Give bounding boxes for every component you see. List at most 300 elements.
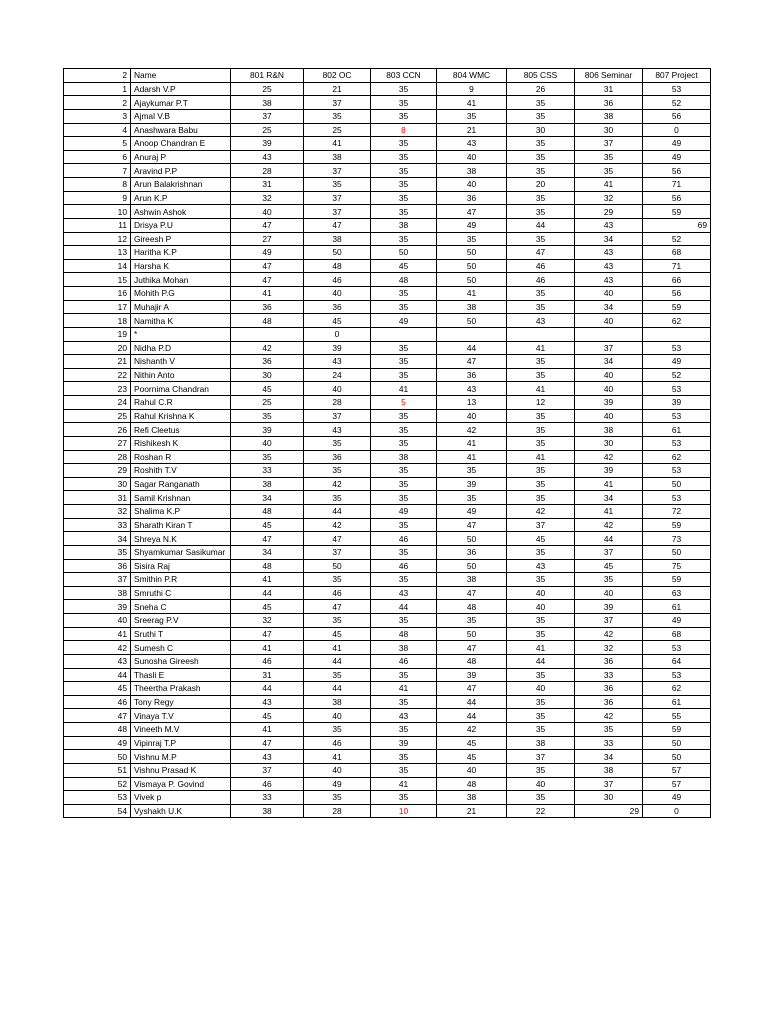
col-name-cell[interactable]: Vismaya P. Govind xyxy=(131,777,231,791)
col-number-cell[interactable]: 23 xyxy=(64,382,131,396)
col-802-oc-cell[interactable]: 38 xyxy=(304,232,371,246)
col-name-cell[interactable]: Refi Cleetus xyxy=(131,423,231,437)
col-807-project-cell[interactable]: 53 xyxy=(643,82,711,96)
col-807-project-cell[interactable]: 61 xyxy=(643,423,711,437)
col-804-wmc-cell[interactable]: 40 xyxy=(437,409,507,423)
col-805-css-cell[interactable]: 30 xyxy=(507,123,575,137)
col-802-oc-cell[interactable]: 35 xyxy=(304,614,371,628)
col-801-rn-cell[interactable]: 32 xyxy=(231,614,304,628)
col-804-wmc-cell[interactable]: 50 xyxy=(437,273,507,287)
col-name-cell[interactable]: Vyshakh U.K xyxy=(131,804,231,818)
col-number-cell[interactable]: 21 xyxy=(64,355,131,369)
col-806-seminar-cell[interactable]: 29 xyxy=(575,205,643,219)
col-807-project-cell[interactable]: 50 xyxy=(643,477,711,491)
col-802-oc-cell[interactable]: 40 xyxy=(304,763,371,777)
col-807-project-cell[interactable]: 62 xyxy=(643,450,711,464)
col-name-cell[interactable]: Sisira Raj xyxy=(131,559,231,573)
col-number-cell[interactable]: 48 xyxy=(64,723,131,737)
col-number-cell[interactable]: 19 xyxy=(64,327,131,341)
col-number-cell[interactable]: 33 xyxy=(64,518,131,532)
col-803-ccn-cell[interactable]: 5 xyxy=(371,396,437,410)
col-805-css-cell[interactable]: 35 xyxy=(507,150,575,164)
col-802-oc-cell[interactable]: 35 xyxy=(304,573,371,587)
col-801-rn-cell[interactable]: 43 xyxy=(231,150,304,164)
col-number-cell[interactable]: 13 xyxy=(64,246,131,260)
col-name-cell[interactable]: Ajaykumar P.T xyxy=(131,96,231,110)
col-name-cell[interactable]: Harsha K xyxy=(131,259,231,273)
col-803-ccn-cell[interactable]: 45 xyxy=(371,259,437,273)
col-806-seminar-cell[interactable]: 38 xyxy=(575,763,643,777)
col-number-cell[interactable]: 20 xyxy=(64,341,131,355)
col-807-project-cell[interactable]: 49 xyxy=(643,355,711,369)
col-number-cell[interactable]: 31 xyxy=(64,491,131,505)
col-number-cell[interactable]: 36 xyxy=(64,559,131,573)
col-802-oc-cell[interactable]: 25 xyxy=(304,123,371,137)
col-806-seminar-cell[interactable]: 43 xyxy=(575,218,643,232)
col-804-wmc-cell[interactable]: 41 xyxy=(437,287,507,301)
col-803-ccn-cell[interactable]: 48 xyxy=(371,627,437,641)
col-number-cell[interactable]: 54 xyxy=(64,804,131,818)
col-803-ccn-cell[interactable]: 43 xyxy=(371,709,437,723)
col-805-css-cell[interactable]: 40 xyxy=(507,682,575,696)
col-803-ccn-cell[interactable]: 39 xyxy=(371,736,437,750)
col-802-oc-cell[interactable]: 42 xyxy=(304,477,371,491)
col-number-cell[interactable]: 26 xyxy=(64,423,131,437)
col-number-cell[interactable]: 6 xyxy=(64,150,131,164)
col-803-ccn-cell[interactable]: 35 xyxy=(371,518,437,532)
col-803-ccn-cell[interactable]: 35 xyxy=(371,573,437,587)
col-802-oc-cell[interactable]: 40 xyxy=(304,382,371,396)
col-805-css-cell[interactable]: 22 xyxy=(507,804,575,818)
col-805-css-cell[interactable]: 40 xyxy=(507,586,575,600)
col-805-css-cell[interactable]: 20 xyxy=(507,178,575,192)
header-col-807-project[interactable]: 807 Project xyxy=(643,69,711,83)
col-806-seminar-cell[interactable]: 34 xyxy=(575,300,643,314)
col-807-project-cell[interactable] xyxy=(643,327,711,341)
col-number-cell[interactable]: 30 xyxy=(64,477,131,491)
col-number-cell[interactable]: 11 xyxy=(64,218,131,232)
col-803-ccn-cell[interactable]: 35 xyxy=(371,763,437,777)
col-801-rn-cell[interactable]: 39 xyxy=(231,423,304,437)
col-805-css-cell[interactable]: 26 xyxy=(507,82,575,96)
col-803-ccn-cell[interactable]: 35 xyxy=(371,178,437,192)
col-number-cell[interactable]: 47 xyxy=(64,709,131,723)
col-804-wmc-cell[interactable]: 35 xyxy=(437,232,507,246)
col-801-rn-cell[interactable]: 33 xyxy=(231,791,304,805)
col-name-cell[interactable]: Vinaya T.V xyxy=(131,709,231,723)
col-804-wmc-cell[interactable]: 50 xyxy=(437,314,507,328)
col-807-project-cell[interactable]: 53 xyxy=(643,409,711,423)
col-803-ccn-cell[interactable]: 38 xyxy=(371,218,437,232)
col-801-rn-cell[interactable]: 35 xyxy=(231,409,304,423)
col-number-cell[interactable]: 50 xyxy=(64,750,131,764)
col-805-css-cell[interactable]: 35 xyxy=(507,232,575,246)
col-807-project-cell[interactable]: 64 xyxy=(643,654,711,668)
col-805-css-cell[interactable]: 35 xyxy=(507,695,575,709)
col-803-ccn-cell[interactable]: 49 xyxy=(371,505,437,519)
col-802-oc-cell[interactable]: 40 xyxy=(304,287,371,301)
col-804-wmc-cell[interactable]: 49 xyxy=(437,218,507,232)
col-number-cell[interactable]: 15 xyxy=(64,273,131,287)
col-804-wmc-cell[interactable]: 48 xyxy=(437,777,507,791)
col-804-wmc-cell[interactable]: 50 xyxy=(437,559,507,573)
col-802-oc-cell[interactable]: 45 xyxy=(304,627,371,641)
col-805-css-cell[interactable]: 41 xyxy=(507,641,575,655)
col-802-oc-cell[interactable]: 37 xyxy=(304,164,371,178)
col-802-oc-cell[interactable]: 24 xyxy=(304,368,371,382)
col-802-oc-cell[interactable]: 37 xyxy=(304,409,371,423)
col-number-cell[interactable]: 41 xyxy=(64,627,131,641)
col-804-wmc-cell[interactable]: 50 xyxy=(437,246,507,260)
col-name-cell[interactable]: Anashwara Babu xyxy=(131,123,231,137)
col-801-rn-cell[interactable]: 43 xyxy=(231,695,304,709)
col-803-ccn-cell[interactable]: 35 xyxy=(371,614,437,628)
col-806-seminar-cell[interactable]: 42 xyxy=(575,709,643,723)
col-806-seminar-cell[interactable]: 41 xyxy=(575,505,643,519)
col-801-rn-cell[interactable]: 43 xyxy=(231,750,304,764)
header-col-805-css[interactable]: 805 CSS xyxy=(507,69,575,83)
col-805-css-cell[interactable]: 38 xyxy=(507,736,575,750)
col-805-css-cell[interactable]: 35 xyxy=(507,491,575,505)
col-807-project-cell[interactable]: 57 xyxy=(643,777,711,791)
col-807-project-cell[interactable]: 50 xyxy=(643,545,711,559)
col-number-cell[interactable]: 34 xyxy=(64,532,131,546)
col-804-wmc-cell[interactable]: 47 xyxy=(437,586,507,600)
col-805-css-cell[interactable]: 35 xyxy=(507,614,575,628)
col-803-ccn-cell[interactable]: 35 xyxy=(371,109,437,123)
col-802-oc-cell[interactable]: 44 xyxy=(304,654,371,668)
col-802-oc-cell[interactable]: 35 xyxy=(304,791,371,805)
col-name-cell[interactable]: Juthika Mohan xyxy=(131,273,231,287)
col-name-cell[interactable]: Theertha Prakash xyxy=(131,682,231,696)
col-806-seminar-cell[interactable]: 34 xyxy=(575,750,643,764)
col-806-seminar-cell[interactable]: 34 xyxy=(575,355,643,369)
col-804-wmc-cell[interactable]: 38 xyxy=(437,164,507,178)
col-name-cell[interactable]: Sunosha Gireesh xyxy=(131,654,231,668)
col-805-css-cell[interactable]: 40 xyxy=(507,777,575,791)
col-804-wmc-cell[interactable]: 21 xyxy=(437,804,507,818)
col-804-wmc-cell[interactable]: 47 xyxy=(437,205,507,219)
col-name-cell[interactable]: Rahul Krishna K xyxy=(131,409,231,423)
col-name-cell[interactable]: Shyamkumar Sasikumar xyxy=(131,545,231,559)
col-806-seminar-cell[interactable]: 42 xyxy=(575,627,643,641)
col-802-oc-cell[interactable]: 45 xyxy=(304,314,371,328)
col-805-css-cell[interactable]: 35 xyxy=(507,763,575,777)
col-806-seminar-cell[interactable]: 33 xyxy=(575,736,643,750)
col-805-css-cell[interactable]: 46 xyxy=(507,273,575,287)
col-801-rn-cell[interactable]: 40 xyxy=(231,436,304,450)
col-name-cell[interactable]: Vishnu Prasad K xyxy=(131,763,231,777)
col-805-css-cell[interactable]: 44 xyxy=(507,218,575,232)
col-803-ccn-cell[interactable]: 10 xyxy=(371,804,437,818)
col-803-ccn-cell[interactable]: 38 xyxy=(371,641,437,655)
col-807-project-cell[interactable]: 68 xyxy=(643,246,711,260)
col-name-cell[interactable]: Sneha C xyxy=(131,600,231,614)
col-806-seminar-cell[interactable]: 36 xyxy=(575,96,643,110)
col-807-project-cell[interactable]: 52 xyxy=(643,368,711,382)
col-name-cell[interactable]: Rahul C.R xyxy=(131,396,231,410)
col-806-seminar-cell[interactable]: 29 xyxy=(575,804,643,818)
col-805-css-cell[interactable]: 41 xyxy=(507,341,575,355)
col-804-wmc-cell[interactable]: 41 xyxy=(437,96,507,110)
col-804-wmc-cell[interactable]: 45 xyxy=(437,736,507,750)
col-801-rn-cell[interactable]: 47 xyxy=(231,627,304,641)
col-number-cell[interactable]: 38 xyxy=(64,586,131,600)
col-number-cell[interactable]: 28 xyxy=(64,450,131,464)
col-807-project-cell[interactable]: 62 xyxy=(643,682,711,696)
col-number-cell[interactable]: 39 xyxy=(64,600,131,614)
col-807-project-cell[interactable]: 66 xyxy=(643,273,711,287)
col-806-seminar-cell[interactable]: 40 xyxy=(575,382,643,396)
col-807-project-cell[interactable]: 56 xyxy=(643,109,711,123)
col-number-cell[interactable]: 46 xyxy=(64,695,131,709)
col-number-cell[interactable]: 32 xyxy=(64,505,131,519)
col-number-cell[interactable]: 25 xyxy=(64,409,131,423)
col-803-ccn-cell[interactable]: 41 xyxy=(371,682,437,696)
col-807-project-cell[interactable]: 53 xyxy=(643,382,711,396)
col-805-css-cell[interactable]: 35 xyxy=(507,723,575,737)
col-804-wmc-cell[interactable]: 35 xyxy=(437,491,507,505)
col-804-wmc-cell[interactable]: 41 xyxy=(437,450,507,464)
col-805-css-cell[interactable]: 35 xyxy=(507,287,575,301)
col-806-seminar-cell[interactable]: 40 xyxy=(575,409,643,423)
col-number-cell[interactable]: 3 xyxy=(64,109,131,123)
col-name-cell[interactable]: Arun Balakrishnan xyxy=(131,178,231,192)
col-803-ccn-cell[interactable]: 35 xyxy=(371,409,437,423)
col-name-cell[interactable]: Muhajir A xyxy=(131,300,231,314)
col-number-cell[interactable]: 5 xyxy=(64,137,131,151)
col-number-cell[interactable]: 24 xyxy=(64,396,131,410)
col-804-wmc-cell[interactable]: 35 xyxy=(437,464,507,478)
col-807-project-cell[interactable]: 71 xyxy=(643,259,711,273)
col-805-css-cell[interactable]: 37 xyxy=(507,518,575,532)
col-806-seminar-cell[interactable]: 40 xyxy=(575,314,643,328)
col-805-css-cell[interactable]: 44 xyxy=(507,654,575,668)
col-number-cell[interactable]: 1 xyxy=(64,82,131,96)
col-807-project-cell[interactable]: 59 xyxy=(643,573,711,587)
col-805-css-cell[interactable]: 35 xyxy=(507,423,575,437)
col-804-wmc-cell[interactable]: 47 xyxy=(437,682,507,696)
col-name-cell[interactable]: Shreya N.K xyxy=(131,532,231,546)
col-803-ccn-cell[interactable]: 35 xyxy=(371,164,437,178)
col-804-wmc-cell[interactable]: 42 xyxy=(437,423,507,437)
col-804-wmc-cell[interactable]: 44 xyxy=(437,695,507,709)
col-802-oc-cell[interactable]: 35 xyxy=(304,436,371,450)
col-805-css-cell[interactable]: 35 xyxy=(507,791,575,805)
col-name-cell[interactable]: Sagar Ranganath xyxy=(131,477,231,491)
col-802-oc-cell[interactable]: 35 xyxy=(304,178,371,192)
col-807-project-cell[interactable]: 0 xyxy=(643,123,711,137)
col-804-wmc-cell[interactable]: 44 xyxy=(437,341,507,355)
col-806-seminar-cell[interactable]: 37 xyxy=(575,614,643,628)
col-number-cell[interactable]: 40 xyxy=(64,614,131,628)
col-803-ccn-cell[interactable]: 35 xyxy=(371,368,437,382)
col-807-project-cell[interactable]: 61 xyxy=(643,695,711,709)
col-803-ccn-cell[interactable]: 35 xyxy=(371,436,437,450)
col-803-ccn-cell[interactable]: 35 xyxy=(371,477,437,491)
col-802-oc-cell[interactable]: 28 xyxy=(304,804,371,818)
col-806-seminar-cell[interactable]: 37 xyxy=(575,545,643,559)
col-803-ccn-cell[interactable]: 35 xyxy=(371,695,437,709)
col-807-project-cell[interactable]: 52 xyxy=(643,232,711,246)
col-804-wmc-cell[interactable]: 47 xyxy=(437,355,507,369)
col-805-css-cell[interactable]: 47 xyxy=(507,246,575,260)
col-name-cell[interactable]: Ashwin Ashok xyxy=(131,205,231,219)
col-804-wmc-cell[interactable]: 48 xyxy=(437,600,507,614)
col-801-rn-cell[interactable]: 45 xyxy=(231,382,304,396)
col-802-oc-cell[interactable]: 41 xyxy=(304,750,371,764)
col-804-wmc-cell[interactable]: 39 xyxy=(437,668,507,682)
col-802-oc-cell[interactable]: 41 xyxy=(304,641,371,655)
col-801-rn-cell[interactable]: 34 xyxy=(231,545,304,559)
col-802-oc-cell[interactable]: 35 xyxy=(304,723,371,737)
header-col-802-oc[interactable]: 802 OC xyxy=(304,69,371,83)
col-807-project-cell[interactable]: 73 xyxy=(643,532,711,546)
col-806-seminar-cell[interactable]: 35 xyxy=(575,723,643,737)
col-805-css-cell[interactable]: 35 xyxy=(507,627,575,641)
col-801-rn-cell[interactable]: 40 xyxy=(231,205,304,219)
col-803-ccn-cell[interactable]: 44 xyxy=(371,600,437,614)
col-803-ccn-cell[interactable]: 35 xyxy=(371,191,437,205)
col-807-project-cell[interactable]: 72 xyxy=(643,505,711,519)
col-804-wmc-cell[interactable]: 40 xyxy=(437,178,507,192)
col-801-rn-cell[interactable]: 25 xyxy=(231,396,304,410)
col-806-seminar-cell[interactable]: 34 xyxy=(575,232,643,246)
col-name-cell[interactable]: Sharath Kiran T xyxy=(131,518,231,532)
col-807-project-cell[interactable]: 39 xyxy=(643,396,711,410)
col-number-cell[interactable]: 43 xyxy=(64,654,131,668)
col-806-seminar-cell[interactable]: 35 xyxy=(575,573,643,587)
col-803-ccn-cell[interactable]: 38 xyxy=(371,450,437,464)
col-801-rn-cell[interactable]: 36 xyxy=(231,300,304,314)
col-803-ccn-cell[interactable]: 41 xyxy=(371,382,437,396)
col-806-seminar-cell[interactable]: 39 xyxy=(575,464,643,478)
col-804-wmc-cell[interactable]: 40 xyxy=(437,150,507,164)
col-806-seminar-cell[interactable]: 41 xyxy=(575,178,643,192)
col-801-rn-cell[interactable]: 32 xyxy=(231,191,304,205)
col-number-cell[interactable]: 42 xyxy=(64,641,131,655)
col-804-wmc-cell[interactable]: 48 xyxy=(437,654,507,668)
col-name-cell[interactable]: Poornima Chandran xyxy=(131,382,231,396)
col-number-cell[interactable]: 27 xyxy=(64,436,131,450)
col-802-oc-cell[interactable]: 49 xyxy=(304,777,371,791)
col-802-oc-cell[interactable]: 47 xyxy=(304,218,371,232)
col-802-oc-cell[interactable]: 46 xyxy=(304,586,371,600)
col-805-css-cell[interactable]: 41 xyxy=(507,450,575,464)
col-number-cell[interactable]: 49 xyxy=(64,736,131,750)
col-802-oc-cell[interactable]: 37 xyxy=(304,205,371,219)
col-805-css-cell[interactable]: 35 xyxy=(507,477,575,491)
col-803-ccn-cell[interactable]: 41 xyxy=(371,777,437,791)
col-801-rn-cell[interactable]: 31 xyxy=(231,668,304,682)
col-802-oc-cell[interactable]: 46 xyxy=(304,273,371,287)
col-804-wmc-cell[interactable]: 38 xyxy=(437,573,507,587)
col-802-oc-cell[interactable]: 36 xyxy=(304,450,371,464)
col-803-ccn-cell[interactable]: 35 xyxy=(371,545,437,559)
col-name-cell[interactable]: Samil Krishnan xyxy=(131,491,231,505)
col-805-css-cell[interactable]: 35 xyxy=(507,300,575,314)
col-name-cell[interactable]: Tony Regy xyxy=(131,695,231,709)
col-name-cell[interactable]: Adarsh V.P xyxy=(131,82,231,96)
col-number-cell[interactable]: 45 xyxy=(64,682,131,696)
col-804-wmc-cell[interactable]: 36 xyxy=(437,545,507,559)
col-805-css-cell[interactable]: 35 xyxy=(507,355,575,369)
col-804-wmc-cell[interactable]: 36 xyxy=(437,368,507,382)
col-805-css-cell[interactable]: 35 xyxy=(507,368,575,382)
col-name-cell[interactable]: Namitha K xyxy=(131,314,231,328)
col-803-ccn-cell[interactable]: 43 xyxy=(371,586,437,600)
col-801-rn-cell[interactable]: 42 xyxy=(231,341,304,355)
col-name-cell[interactable]: Sumesh C xyxy=(131,641,231,655)
col-807-project-cell[interactable]: 49 xyxy=(643,150,711,164)
col-803-ccn-cell[interactable]: 46 xyxy=(371,559,437,573)
col-806-seminar-cell[interactable]: 41 xyxy=(575,477,643,491)
col-name-cell[interactable]: Thasli E xyxy=(131,668,231,682)
col-801-rn-cell[interactable]: 47 xyxy=(231,218,304,232)
header-col-name[interactable]: Name xyxy=(131,69,231,83)
col-801-rn-cell[interactable]: 25 xyxy=(231,123,304,137)
col-801-rn-cell[interactable]: 37 xyxy=(231,109,304,123)
col-number-cell[interactable]: 2 xyxy=(64,96,131,110)
col-806-seminar-cell[interactable]: 32 xyxy=(575,191,643,205)
col-number-cell[interactable]: 51 xyxy=(64,763,131,777)
col-805-css-cell[interactable]: 37 xyxy=(507,750,575,764)
col-803-ccn-cell[interactable]: 46 xyxy=(371,532,437,546)
col-804-wmc-cell[interactable]: 9 xyxy=(437,82,507,96)
col-804-wmc-cell[interactable]: 38 xyxy=(437,791,507,805)
col-name-cell[interactable]: Vipinraj T.P xyxy=(131,736,231,750)
col-804-wmc-cell[interactable]: 50 xyxy=(437,532,507,546)
col-number-cell[interactable]: 7 xyxy=(64,164,131,178)
header-col-804-wmc[interactable]: 804 WMC xyxy=(437,69,507,83)
col-806-seminar-cell[interactable]: 35 xyxy=(575,164,643,178)
col-805-css-cell[interactable]: 45 xyxy=(507,532,575,546)
col-801-rn-cell[interactable]: 49 xyxy=(231,246,304,260)
col-803-ccn-cell[interactable]: 35 xyxy=(371,137,437,151)
col-806-seminar-cell[interactable]: 37 xyxy=(575,777,643,791)
col-802-oc-cell[interactable]: 35 xyxy=(304,668,371,682)
col-802-oc-cell[interactable]: 43 xyxy=(304,355,371,369)
col-804-wmc-cell[interactable]: 50 xyxy=(437,627,507,641)
col-802-oc-cell[interactable]: 42 xyxy=(304,518,371,532)
col-807-project-cell[interactable]: 56 xyxy=(643,287,711,301)
col-807-project-cell[interactable]: 56 xyxy=(643,164,711,178)
col-804-wmc-cell[interactable]: 41 xyxy=(437,436,507,450)
col-name-cell[interactable]: Haritha K.P xyxy=(131,246,231,260)
col-807-project-cell[interactable]: 62 xyxy=(643,314,711,328)
col-807-project-cell[interactable]: 53 xyxy=(643,668,711,682)
col-number-cell[interactable]: 18 xyxy=(64,314,131,328)
col-number-cell[interactable]: 52 xyxy=(64,777,131,791)
col-802-oc-cell[interactable]: 38 xyxy=(304,150,371,164)
col-name-cell[interactable]: Rishikesh K xyxy=(131,436,231,450)
col-801-rn-cell[interactable]: 44 xyxy=(231,586,304,600)
col-803-ccn-cell[interactable]: 35 xyxy=(371,82,437,96)
col-801-rn-cell[interactable]: 25 xyxy=(231,82,304,96)
col-number-cell[interactable]: 14 xyxy=(64,259,131,273)
col-805-css-cell[interactable]: 42 xyxy=(507,505,575,519)
col-806-seminar-cell[interactable]: 40 xyxy=(575,586,643,600)
col-number-cell[interactable]: 12 xyxy=(64,232,131,246)
col-802-oc-cell[interactable]: 0 xyxy=(304,327,371,341)
col-801-rn-cell[interactable]: 41 xyxy=(231,287,304,301)
col-803-ccn-cell[interactable]: 35 xyxy=(371,464,437,478)
col-805-css-cell[interactable]: 35 xyxy=(507,545,575,559)
col-804-wmc-cell[interactable]: 21 xyxy=(437,123,507,137)
col-804-wmc-cell[interactable]: 36 xyxy=(437,191,507,205)
col-806-seminar-cell[interactable]: 35 xyxy=(575,150,643,164)
col-801-rn-cell[interactable]: 41 xyxy=(231,573,304,587)
